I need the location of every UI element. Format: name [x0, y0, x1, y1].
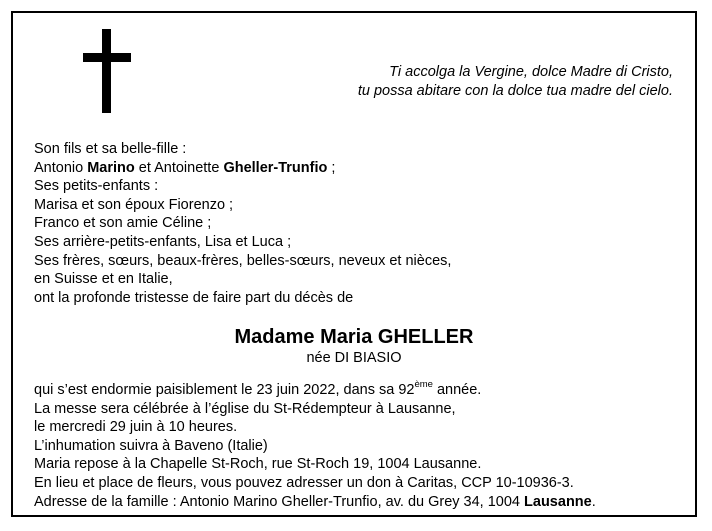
- death-line: [34, 381, 694, 400]
- family-list: [34, 140, 674, 307]
- donation-line: En lieu et place de fleurs, vous pouvez adresser un don à Caritas, CCP 10-10936-3.: [34, 474, 574, 491]
- great-grandchildren-line: Ses arrière-petits-enfants, Lisa et Luca ;: [34, 233, 292, 250]
- son-first-name: Antonio: [34, 159, 88, 176]
- grandchild-line: Marisa et son époux Fiorenzo ;: [34, 196, 234, 213]
- grandchildren-heading: Ses petits-enfants :: [34, 178, 159, 195]
- son-surname: Marino: [87, 159, 135, 176]
- son-connector: et Antoinette: [134, 159, 224, 176]
- address-line: [34, 493, 694, 512]
- son-heading: Son fils et sa belle-fille :: [34, 141, 187, 157]
- details-list: [34, 381, 694, 511]
- epigraph-line-1: Ti accolga la Vergine, dolce Madre di Cristo,: [389, 64, 673, 80]
- siblings-line: Ses frères, sœurs, beaux-frères, belles-sœurs, neveux et nièces,: [34, 252, 452, 269]
- death-text-end: année.: [432, 382, 482, 398]
- epigraph-line-2: tu possa abitare con la dolce tua madre del cielo.: [357, 83, 673, 99]
- mass-line-2: le mercredi 29 juin à 10 heures.: [34, 419, 238, 436]
- address-city: Lausanne: [524, 493, 592, 510]
- deceased-name: Madame Maria GHELLER: [234, 326, 474, 348]
- location-line: en Suisse et en Italie,: [34, 271, 173, 288]
- announcement-line: ont la profonde tristesse de faire part du décès de: [34, 289, 354, 306]
- grandchild-line: Franco et son amie Céline ;: [34, 215, 212, 232]
- cross-icon: [83, 29, 131, 113]
- death-text: qui s’est endormie paisiblement le 23 juin 2022, dans sa 92: [34, 382, 415, 398]
- address-text: Adresse de la famille : Antonio Marino Gheller-Trunfio, av. du Grey 34, 1004: [34, 493, 525, 510]
- deceased-block: [13, 325, 695, 367]
- obituary-notice: [11, 11, 697, 517]
- epigraph: [173, 63, 673, 101]
- address-end: .: [591, 493, 596, 510]
- burial-line: L’inhumation suivra à Baveno (Italie): [34, 437, 268, 454]
- son-line-end: ;: [327, 159, 336, 176]
- daughter-in-law-surname: Gheller-Trunfio: [223, 159, 328, 176]
- maiden-name: née DI BIASIO: [306, 350, 402, 366]
- mass-line-1: La messe sera célébrée à l’église du St-Rédempteur à Lausanne,: [34, 400, 456, 417]
- ordinal-suffix: ème: [414, 379, 433, 391]
- rest-line: Maria repose à la Chapelle St-Roch, rue St-Roch 19, 1004 Lausanne.: [34, 456, 482, 473]
- son-line: [34, 159, 674, 178]
